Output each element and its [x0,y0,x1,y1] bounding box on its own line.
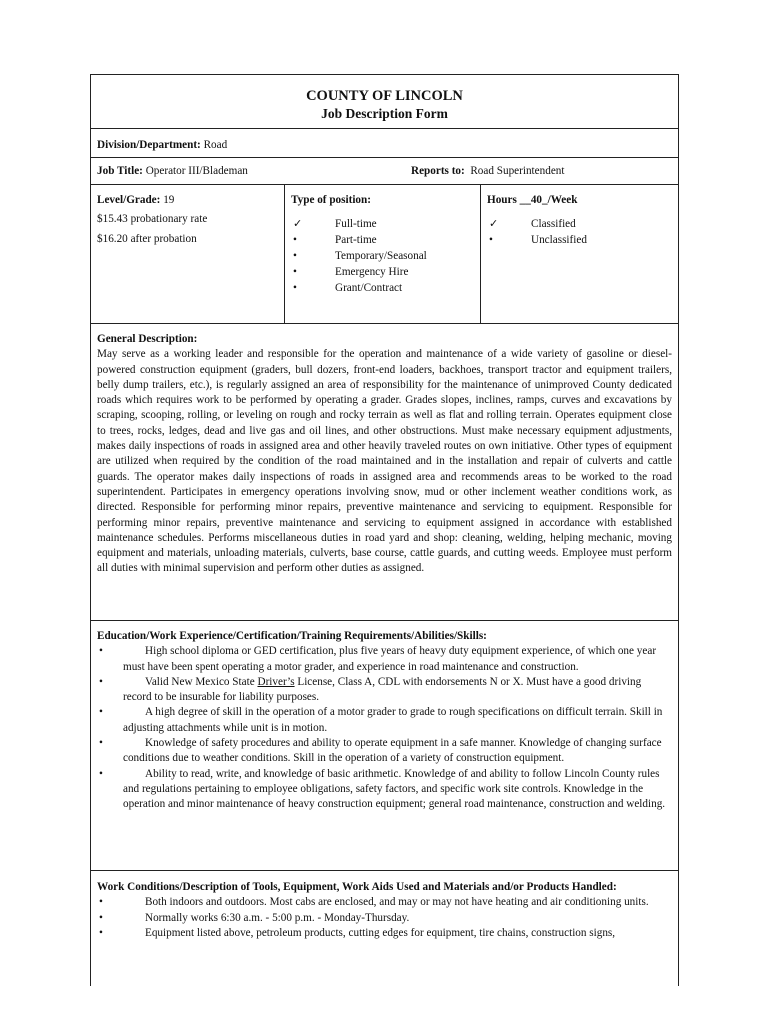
bullet-icon: • [489,234,493,247]
position-option [291,249,480,265]
bullet-icon: • [99,706,103,719]
probationary-rate: $15.43 probationary rate [97,213,208,226]
division-label: Division/Department: [97,139,201,151]
org-title: COUNTY OF LINCOLN [306,88,463,104]
position-option [291,265,480,281]
checkmark-icon: ✓ [489,218,499,231]
level-value: 19 [163,194,175,206]
list-item [97,911,672,926]
bullet-icon: • [99,896,103,909]
position-grid [91,185,678,324]
list-item-text: Both indoors and outdoors. Most cabs are enclosed, and may or may not have heating and air conditioning units. [145,896,649,909]
work-conditions-heading: Work Conditions/Description of Tools, Equipment, Work Aids Used and Materials and/or Products Handled: [97,881,617,893]
option-label: Classified [531,218,576,231]
option-label: Temporary/Seasonal [335,250,427,263]
list-item-text: Valid New Mexico State [145,675,255,688]
job-title-label: Job Title: [97,165,143,177]
option-label: Grant/Contract [335,282,403,295]
reports-to [411,164,565,179]
hours-cell [481,185,678,323]
job-description-form [90,74,679,986]
level-label: Level/Grade: [97,194,161,206]
level-cell [91,185,285,323]
reports-to-label: Reports to: [411,165,465,177]
education-heading: Education/Work Experience/Certification/Training Requirements/Abilities/Skills: [97,630,487,642]
general-description-section [91,324,678,621]
education-section [91,621,678,871]
hours-label: Hours __40_/Week [487,194,578,206]
option-label: Full-time [335,218,377,231]
bullet-icon: • [99,645,103,658]
after-probation-rate: $16.20 after probation [97,232,197,245]
list-item-text: License, Class A, CDL with endorsements N or X. Must have a good driving record to be insurable for liability purposes. [123,675,642,704]
bullet-icon: • [293,250,297,263]
list-item-text: Equipment listed above, petroleum products, cutting edges for equipment, tire chains, construction signs, [145,926,616,939]
list-item-text: Knowledge of safety procedures and ability to operate equipment in a safe manner. Knowledge of changing surface conditions due to weather conditions. Skill in the operation of a variety of construction equipment. [123,737,662,765]
bullet-icon: • [99,737,103,750]
general-description-text: May serve as a working leader and responsible for the operation and maintenance of a wide variety of gasoline or diesel-powered construction equipment (graders, bull dozers, front-end loaders, backhoes, transport tractor and equipment trailers, belly dump trailers, etc.), is regularly assigned an area of responsibility for the maintenance of unimproved County dedicated roads which requires work to be performed by operating a grader. Grades slopes, inclines, ramps, curves and excavations by scraping, scooping, rolling, or leveling on rough and rocky terrain as well as flat and rolling terrain. Operates equipment close to trees, rocks, ledges, dead and live gas and oil lines, and other obstructions. Must make necessary equipment adjustments, makes daily inspections of roads in assigned area and other heavily traveled routes on own initiative. Other types of equipment are utilized when required by the condition of the road maintained and in the installation and repair of culverts and cattle guards. The operator makes daily inspections of roads in assigned area and recommends areas to be worked to the road superintendent. Participates in emergency operations involving snow, mud or other inclement weather conditions work, as directed. Responsible for performing minor repairs, preventive maintenance and servicing to equipment. Responsible for performing minor repairs, preventive maintenance and servicing to equipment assigned in accordance with established maintenance schedules. Performs miscellaneous duties in road yard and shop: cleaning, welding, helping mechanic, moving equipment and materials, unloading materials, culverts, base course, cattle guards, and cutting weeds. Employee must perform all duties with minimal supervision and perform other duties as assigned. [97,348,672,575]
classification-option [487,217,678,233]
drivers-underlined: Driver’s [257,675,295,688]
form-title: Job Description Form [321,106,448,121]
option-label: Emergency Hire [335,266,409,279]
reports-to-value: Road Superintendent [470,165,565,177]
list-item [97,926,672,941]
bullet-icon: • [99,675,103,688]
bullet-icon: • [99,767,103,780]
bullet-icon: • [293,234,297,247]
list-item [97,644,672,675]
work-conditions-section [91,871,678,949]
list-item-text: A high degree of skill in the operation of a motor grader to grade to rough specifications on difficult terrain. Skill in adjusting attachments while unit is in motion. [123,706,663,734]
general-description-heading: General Description: [97,333,198,345]
form-header [91,75,678,129]
job-title-value: Operator III/Blademan [145,165,248,177]
list-item [97,675,672,706]
list-item [97,736,672,767]
list-item-text: High school diploma or GED certification, plus five years of heavy duty equipment experience, of which one year must have been spent operating a motor grader, and experience in road maintenance and construction. [123,645,657,673]
list-item-text: Ability to read, write, and knowledge of basic arithmetic. Knowledge of and ability to follow Lincoln County rules and regulations pertaining to employee obligations, safety factors, and specific work site controls. Knowledge in the operation and minor maintenance of heavy construction equipment; general road maintenance, construction and welding. [123,767,666,811]
position-option [291,281,480,297]
job-title-row [91,158,678,185]
position-option [291,233,480,249]
bullet-icon: • [99,911,103,924]
option-label: Unclassified [531,234,587,247]
option-label: Part-time [335,234,377,247]
list-item [97,767,672,813]
bullet-icon: • [293,266,297,279]
position-type-label: Type of position: [291,194,371,206]
list-item-text: Normally works 6:30 a.m. - 5:00 p.m. - Monday-Thursday. [145,911,410,924]
division-value: Road [203,139,228,151]
classification-option [487,233,678,249]
list-item [97,895,672,910]
bullet-icon: • [99,926,103,939]
position-option [291,217,480,233]
list-item [97,705,672,736]
position-type-cell [285,185,481,323]
division-row [91,129,678,158]
checkmark-icon: ✓ [293,218,303,231]
bullet-icon: • [293,282,297,295]
